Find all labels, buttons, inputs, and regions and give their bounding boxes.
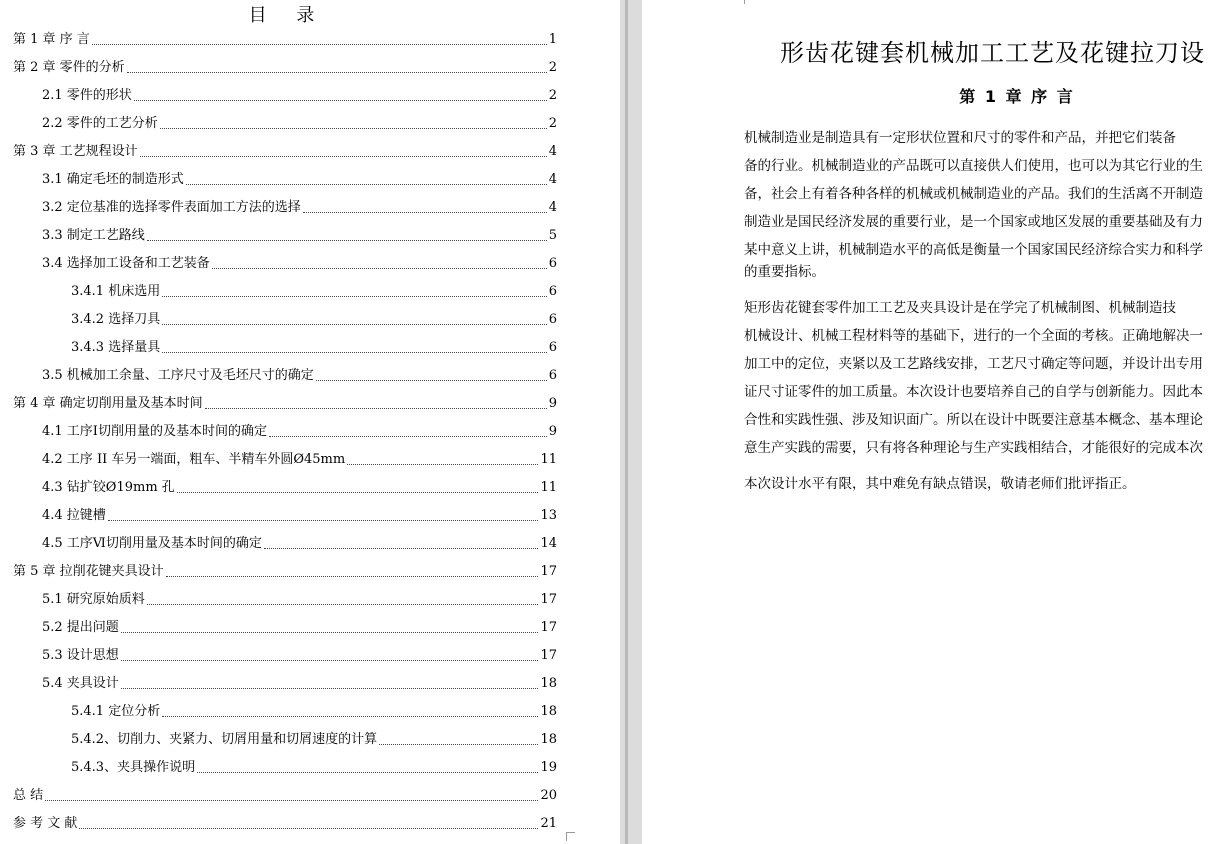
toc-leader-dots (147, 240, 547, 241)
paragraph-line: 机械设计、机械工程材料等的基础下，进行的一个全面的考核。正确地解决一 (744, 328, 1203, 344)
toc-entry-title: 第 3 章 工艺规程设计 (13, 144, 138, 159)
toc-leader-dots (147, 604, 539, 605)
toc-entry-title: 3.4 选择加工设备和工艺装备 (42, 256, 210, 271)
toc-entry-page: 6 (548, 340, 557, 355)
toc-entry-title: 5.4.3、夹具操作说明 (71, 760, 196, 775)
toc-leader-dots (264, 548, 539, 549)
paragraph-line: 合性和实践性强、涉及知识面广。所以在设计中既要注意基本概念、基本理论 (744, 412, 1203, 428)
toc-entry[interactable] (71, 701, 557, 721)
toc-leader-dots (269, 436, 547, 437)
toc-entry[interactable] (13, 57, 557, 77)
paragraph-line: 的重要指标。 (744, 264, 825, 280)
crop-mark (566, 832, 575, 841)
toc-entry-page: 6 (548, 284, 557, 299)
toc-entry-title: 3.4.2 选择刀具 (71, 312, 161, 327)
toc-entry-page: 18 (540, 732, 557, 747)
toc-entry-page: 17 (540, 592, 557, 607)
toc-entry-title: 5.3 设计思想 (42, 648, 119, 663)
toc-leader-dots (79, 828, 538, 829)
toc-entry[interactable] (42, 85, 557, 105)
toc-entry[interactable] (13, 813, 557, 833)
toc-entry[interactable] (42, 645, 557, 665)
gutter-shadow (625, 0, 628, 844)
toc-entry[interactable] (42, 113, 557, 133)
toc-leader-dots (140, 156, 547, 157)
toc-leader-dots (162, 716, 538, 717)
paragraph-line: 本次设计水平有限，其中难免有缺点错误，敬请老师们批评指正。 (744, 476, 1136, 492)
toc-entry-title: 5.2 提出问题 (42, 620, 119, 635)
toc-entry[interactable] (71, 337, 557, 357)
toc-entry-title: 3.3 制定工艺路线 (42, 228, 145, 243)
toc-entry-page: 6 (548, 312, 557, 327)
toc-title: 目 录 (248, 5, 327, 26)
toc-entry-page: 17 (540, 564, 557, 579)
toc-entry-title: 4.5 工序Ⅵ切削用量及基本时间的确定 (42, 536, 262, 551)
toc-entry[interactable] (42, 253, 557, 273)
toc-entry[interactable] (13, 29, 557, 49)
toc-entry[interactable] (42, 421, 557, 441)
toc-entry-page: 13 (540, 508, 557, 523)
toc-entry[interactable] (71, 729, 557, 749)
toc-entry-page: 4 (548, 200, 557, 215)
toc-entry-title: 4.3 钻扩铰Ø19mm 孔 (42, 480, 175, 495)
toc-entry-title: 5.4.2、切削力、夹紧力、切屑用量和切屑速度的计算 (71, 732, 378, 747)
toc-entry-page: 20 (540, 788, 557, 803)
toc-entry-page: 9 (548, 424, 557, 439)
toc-entry[interactable] (13, 785, 557, 805)
toc-entry[interactable] (71, 281, 557, 301)
toc-leader-dots (162, 352, 547, 353)
toc-entry-title: 3.4.3 选择量具 (71, 340, 161, 355)
toc-entry-title: 3.1 确定毛坯的制造形式 (42, 172, 184, 187)
paragraph-line: 意生产实践的需要，只有将各种理论与生产实践相结合，才能很好的完成本次 (744, 440, 1203, 456)
toc-entry-title: 第 4 章 确定切削用量及基本时间 (13, 396, 203, 411)
toc-entry-page: 11 (540, 452, 557, 467)
toc-entry[interactable] (71, 309, 557, 329)
toc-entry-title: 4.4 拉键槽 (42, 508, 106, 523)
chapter-heading: 第 1 章 序 言 (959, 87, 1075, 106)
paragraph-line: 机械制造业是制造具有一定形状位置和尺寸的零件和产品，并把它们装备 (744, 130, 1176, 146)
toc-entry[interactable] (42, 589, 557, 609)
toc-leader-dots (162, 324, 547, 325)
toc-entry[interactable] (42, 197, 557, 217)
toc-leader-dots (205, 408, 547, 409)
toc-entry-title: 4.2 工序 II 车另一端面，粗车、半精车外圆Ø45mm (42, 452, 346, 467)
toc-entry-page: 1 (548, 32, 557, 47)
toc-entry-title: 第 1 章 序 言 (13, 32, 90, 47)
toc-entry-title: 3.2 定位基准的选择零件表面加工方法的选择 (42, 200, 301, 215)
toc-entry-title: 5.4.1 定位分析 (71, 704, 161, 719)
paragraph-line: 备，社会上有着各种各样的机械或机械制造业的产品。我们的生活离不开制造 (744, 186, 1203, 202)
toc-leader-dots (162, 296, 547, 297)
toc-entry[interactable] (42, 169, 557, 189)
toc-entry[interactable] (42, 673, 557, 693)
body-page (642, 0, 1228, 844)
toc-entry-page: 2 (548, 116, 557, 131)
toc-entry-page: 14 (540, 536, 557, 551)
toc-leader-dots (134, 100, 547, 101)
toc-entry[interactable] (13, 393, 557, 413)
toc-leader-dots (177, 492, 539, 493)
toc-entry-page: 2 (548, 60, 557, 75)
paragraph-line: 制造业是国民经济发展的重要行业，是一个国家或地区发展的重要基础及有力 (744, 214, 1203, 230)
toc-entry-page: 11 (540, 480, 557, 495)
toc-entry[interactable] (13, 141, 557, 161)
toc-entry-page: 2 (548, 88, 557, 103)
toc-leader-dots (92, 44, 547, 45)
toc-leader-dots (127, 72, 547, 73)
toc-entry-title: 2.1 零件的形状 (42, 88, 132, 103)
paragraph-line: 证尺寸证零件的加工质量。本次设计也要培养自己的自学与创新能力。因此本 (744, 384, 1203, 400)
toc-entry-page: 4 (548, 144, 557, 159)
crop-mark (736, 0, 745, 4)
toc-entry[interactable] (42, 533, 557, 553)
toc-entry-title: 3.4.1 机床选用 (71, 284, 161, 299)
toc-entry-title: 参 考 文 献 (13, 816, 78, 831)
page-gutter (620, 0, 642, 844)
toc-entry-page: 9 (548, 396, 557, 411)
paragraph-line: 备的行业。机械制造业的产品既可以直接供人们使用，也可以为其它行业的生 (744, 158, 1203, 174)
toc-leader-dots (212, 268, 547, 269)
toc-entry-title: 5.1 研究原始质料 (42, 592, 145, 607)
toc-entry-page: 6 (548, 256, 557, 271)
toc-entry-page: 17 (540, 648, 557, 663)
toc-entry[interactable] (42, 477, 557, 497)
toc-entry[interactable] (13, 561, 557, 581)
toc-entry[interactable] (42, 449, 557, 469)
toc-entry[interactable] (42, 505, 557, 525)
toc-leader-dots (379, 744, 538, 745)
toc-entry-page: 21 (540, 816, 557, 831)
toc-entry-title: 2.2 零件的工艺分析 (42, 116, 158, 131)
paragraph-line: 矩形齿花键套零件加工工艺及夹具设计是在学完了机械制图、机械制造技 (744, 300, 1176, 316)
toc-entry[interactable] (71, 757, 557, 777)
toc-entry-page: 6 (548, 368, 557, 383)
toc-leader-dots (197, 772, 538, 773)
toc-leader-dots (121, 688, 539, 689)
document-title: 形齿花键套机械加工工艺及花键拉刀设 (780, 39, 1205, 67)
toc-leader-dots (121, 632, 539, 633)
toc-entry-page: 19 (540, 760, 557, 775)
paragraph-line: 某中意义上讲，机械制造水平的高低是衡量一个国家国民经济综合实力和科学 (744, 242, 1203, 258)
toc-leader-dots (303, 212, 547, 213)
toc-leader-dots (160, 128, 547, 129)
toc-entry[interactable] (42, 617, 557, 637)
toc-leader-dots (108, 520, 539, 521)
toc-leader-dots (186, 184, 547, 185)
toc-leader-dots (166, 576, 539, 577)
toc-leader-dots (121, 660, 539, 661)
toc-leader-dots (45, 800, 538, 801)
toc-entry[interactable] (42, 225, 557, 245)
toc-entry-page: 18 (540, 704, 557, 719)
toc-entry-page: 5 (548, 228, 557, 243)
toc-entry-title: 4.1 工序Ⅰ切削用量的及基本时间的确定 (42, 424, 267, 439)
toc-leader-dots (347, 464, 538, 465)
paragraph-line: 加工中的定位，夹紧以及工艺路线安排，工艺尺寸确定等问题，并设计出专用 (744, 356, 1203, 372)
toc-entry-title: 3.5 机械加工余量、工序尺寸及毛坯尺寸的确定 (42, 368, 314, 383)
toc-entry-title: 第 2 章 零件的分析 (13, 60, 125, 75)
toc-entry-page: 4 (548, 172, 557, 187)
toc-entry[interactable] (42, 365, 557, 385)
toc-entry-title: 第 5 章 拉削花键夹具设计 (13, 564, 164, 579)
toc-entry-page: 18 (540, 676, 557, 691)
toc-entry-title: 总 结 (13, 788, 44, 803)
toc-entry-page: 17 (540, 620, 557, 635)
toc-leader-dots (316, 380, 547, 381)
toc-entry-title: 5.4 夹具设计 (42, 676, 119, 691)
